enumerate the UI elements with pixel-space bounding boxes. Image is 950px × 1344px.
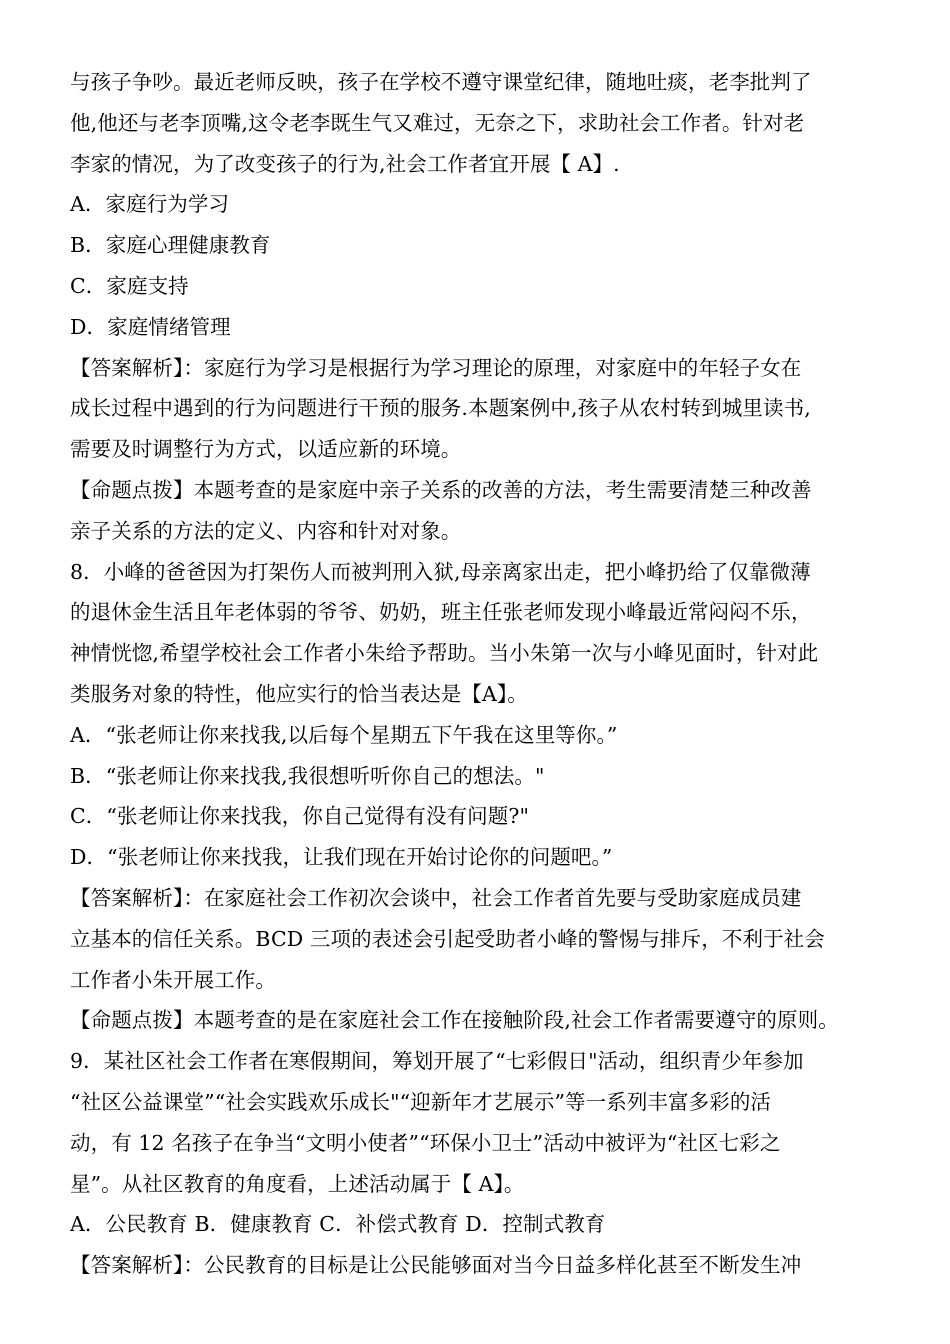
option-line: A．公民教育 B．健康教育 C．补偿式教育 D．控制式教育 <box>70 1212 606 1237</box>
text-line: 与孩子争吵。最近老师反映，孩子在学校不遵守课堂纪律，随地吐痰，老李批判了 <box>70 70 812 94</box>
answer-analysis-line: 【答案解析】：公民教育的目标是让公民能够面对当今日益多样化甚至不断发生冲 <box>70 1253 802 1278</box>
option-line: A．“张老师让你来找我,以后每个星期五下午我在这里等你。” <box>70 722 618 747</box>
question-line: 8．小峰的爸爸因为打架伤人而被判刑入狱,母亲离家出走，把小峰扔给了仅靠微薄 <box>70 559 811 584</box>
text-line: 李家的情况，为了改变孩子的行为,社会工作者宜开展【 A】. <box>70 151 620 176</box>
option-line: B．家庭心理健康教育 <box>70 233 271 258</box>
answer-analysis-line: 工作者小朱开展工作。 <box>70 967 276 992</box>
tip-line: 【命题点拨】本题考查的是家庭中亲子关系的改善的方法，考生需要清楚三种改善 <box>70 477 812 502</box>
answer-analysis-line: 【答案解析】：在家庭社会工作初次会谈中，社会工作者首先要与受助家庭成员建 <box>70 885 802 910</box>
answer-analysis-line: 需要及时调整行为方式，以适应新的环境。 <box>70 437 462 462</box>
answer-analysis-line: 立基本的信任关系。BCD 三项的表述会引起受助者小峰的警惕与排斥，不利于社会 <box>70 926 825 951</box>
question-line: 的退休金生活且年老体弱的爷爷、奶奶，班主任张老师发现小峰最近常闷闷不乐， <box>70 600 812 625</box>
question-line: 9．某社区社会工作者在寒假期间，筹划开展了“七彩假日"活动，组织青少年参加 <box>70 1049 804 1074</box>
option-line: C．家庭支持 <box>70 273 189 298</box>
question-line: 星”。从社区教育的角度看，上述活动属于【 A】。 <box>70 1171 525 1196</box>
question-line: “社区公益课堂”“社会实践欢乐成长"“迎新年才艺展示”等一系列丰富多彩的活 <box>70 1089 772 1114</box>
answer-analysis-line: 成长过程中遇到的行为问题进行干预的服务.本题案例中,孩子从农村转到城里读书, <box>70 396 811 421</box>
option-line: C．“张老师让你来找我，你自己觉得有没有问题?" <box>70 804 529 829</box>
option-line: D．家庭情绪管理 <box>70 314 231 339</box>
text-line: 他,他还与老李顶嘴,这令老李既生气又难过，无奈之下，求助社会工作者。针对老 <box>70 110 805 135</box>
question-line: 神情恍惚,希望学校社会工作者小朱给予帮助。当小朱第一次与小峰见面时，针对此 <box>70 641 819 666</box>
question-line: 动，有 12 名孩子在争当“文明小使者”“环保小卫士”活动中被评为“社区七彩之 <box>70 1130 781 1155</box>
option-line: A．家庭行为学习 <box>70 192 230 217</box>
tip-line: 亲子关系的方法的定义、内容和针对对象。 <box>70 518 462 543</box>
question-line: 类服务对象的特性，他应实行的恰当表达是【A】。 <box>70 681 528 706</box>
answer-analysis-line: 【答案解析】：家庭行为学习是根据行为学习理论的原理，对家庭中的年轻子女在 <box>70 355 802 380</box>
tip-line: 【命题点拨】本题考查的是在家庭社会工作在接触阶段,社会工作者需要遵守的原则。 <box>70 1008 839 1033</box>
option-line: D．“张老师让你来找我，让我们现在开始讨论你的问题吧。” <box>70 845 613 870</box>
option-line: B．“张老师让你来找我,我很想听听你自己的想法。" <box>70 763 545 788</box>
